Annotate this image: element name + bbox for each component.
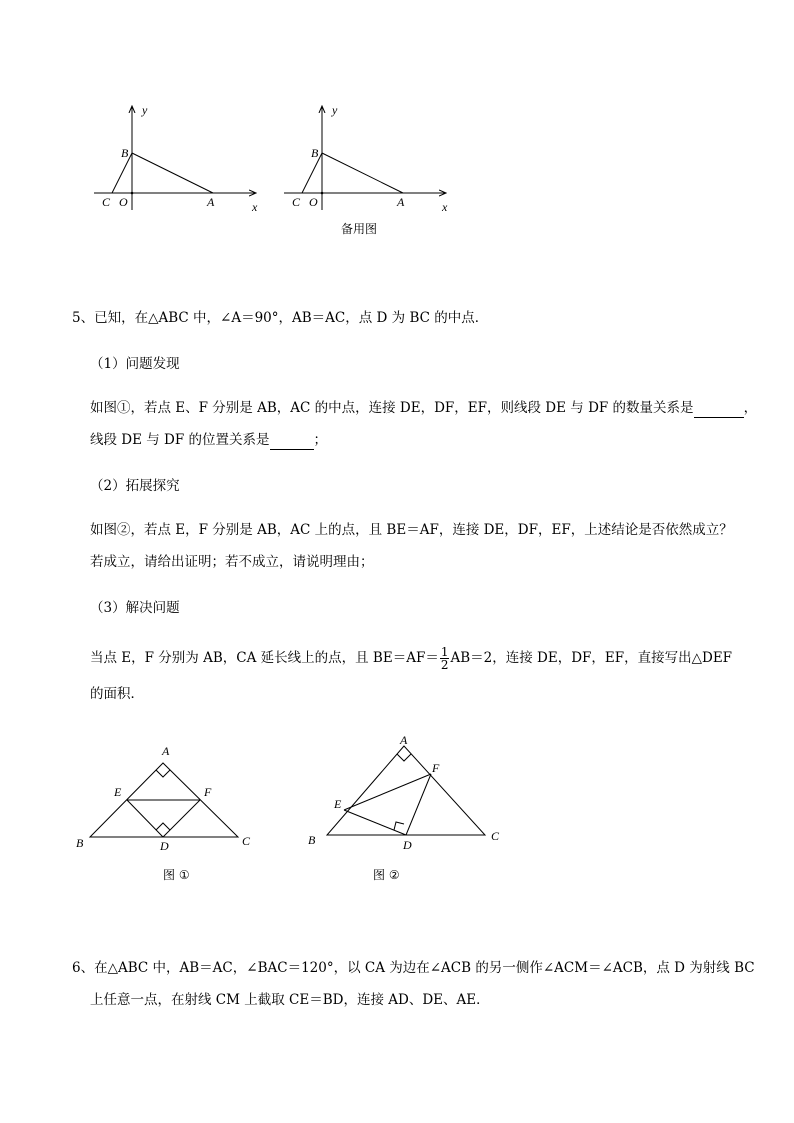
label-a: A: [400, 733, 408, 747]
q5-part1-text: 如图①，若点 E、F 分别是 AB，AC 的中点，连接 DE，DF，EF，则线段 DE 与 DF 的数量关系是: [90, 400, 694, 416]
spare-figure-caption: 备用图: [341, 222, 378, 236]
coordinate-figure-left: [88, 98, 268, 218]
answer-blank-quantity[interactable]: [694, 403, 744, 418]
label-x: x: [252, 200, 258, 214]
right-angle-mark-a: [156, 770, 170, 777]
label-a: A: [397, 195, 405, 209]
origin-dot: [131, 192, 134, 195]
right-angle-mark-a: [397, 754, 411, 761]
q5-part2-line2: 若成立，请给出证明；若不成立，请说明理由；: [90, 554, 374, 570]
q5-part3-line2: 的面积．: [90, 686, 144, 702]
figure-2-caption: 图 ②: [373, 868, 400, 882]
q5-part1-end2: ；: [313, 432, 328, 448]
label-c: C: [292, 195, 301, 209]
label-e: E: [334, 797, 342, 811]
label-b: B: [308, 833, 316, 847]
fraction-numerator: 1: [440, 645, 449, 659]
label-c: C: [242, 834, 251, 848]
label-f: F: [204, 785, 212, 799]
q5-part3-line1: [90, 646, 732, 671]
q5-part2-line1: 如图②，若点 E，F 分别是 AB，AC 上的点，且 BE＝AF，连接 DE，DF，EF，上述结论是否依然成立？: [90, 522, 733, 538]
answer-blank-position[interactable]: [270, 435, 314, 450]
segment-df: [163, 800, 200, 837]
label-d: D: [160, 839, 169, 853]
label-o: O: [119, 195, 128, 209]
q5-part1-end: ，: [743, 400, 758, 416]
q5-part1-line2: [90, 430, 327, 450]
label-f: F: [432, 761, 440, 775]
q5-part3-title: （3）解决问题: [90, 600, 180, 616]
figure-1: [70, 740, 270, 855]
right-angle-mark-d: [156, 823, 170, 830]
label-d: D: [403, 838, 412, 850]
origin-dot: [321, 192, 324, 195]
q5-part2-title: （2）拓展探究: [90, 478, 180, 494]
label-a: A: [207, 195, 215, 209]
segment-ba: [132, 153, 213, 193]
label-c: C: [102, 195, 111, 209]
q5-part3-post: AB＝2，连接 DE，DF，EF，直接写出△DEF: [450, 650, 733, 666]
label-c: C: [491, 829, 500, 843]
label-y: y: [142, 103, 148, 117]
label-b: B: [121, 146, 129, 160]
label-x: x: [442, 200, 448, 214]
label-y: y: [332, 103, 338, 117]
label-e: E: [114, 785, 122, 799]
q5-part1-line1: [90, 398, 757, 418]
segment-de: [127, 800, 163, 837]
label-b: B: [311, 146, 319, 160]
right-angle-mark-d: [394, 822, 404, 830]
figure-2: [300, 730, 510, 850]
coordinate-figure-right: [278, 98, 458, 218]
fraction-denominator: 2: [440, 658, 449, 672]
segment-ba: [322, 153, 403, 193]
figure-1-caption: 图 ①: [163, 868, 190, 882]
q6-line1: 6、在△ABC 中，AB＝AC，∠BAC＝120°，以 CA 为边在∠ACB 的另一侧作∠ACM＝∠ACB，点 D 为射线 BC: [72, 960, 755, 976]
q5-stem: 5、已知，在△ABC 中，∠A＝90°，AB＝AC，点 D 为 BC 的中点．: [72, 310, 489, 326]
q6-line2: 上任意一点，在射线 CM 上截取 CE＝BD，连接 AD、DE、AE．: [90, 992, 490, 1008]
label-a: A: [162, 744, 170, 758]
fraction-one-half: [440, 646, 450, 671]
label-o: O: [309, 195, 318, 209]
q5-part1-title: （1）问题发现: [90, 356, 180, 372]
q5-part1-text2: 线段 DE 与 DF 的位置关系是: [90, 432, 270, 448]
label-b: B: [76, 836, 84, 850]
q5-part3-pre: 当点 E，F 分别为 AB，CA 延长线上的点，且 BE＝AF＝: [90, 650, 439, 666]
